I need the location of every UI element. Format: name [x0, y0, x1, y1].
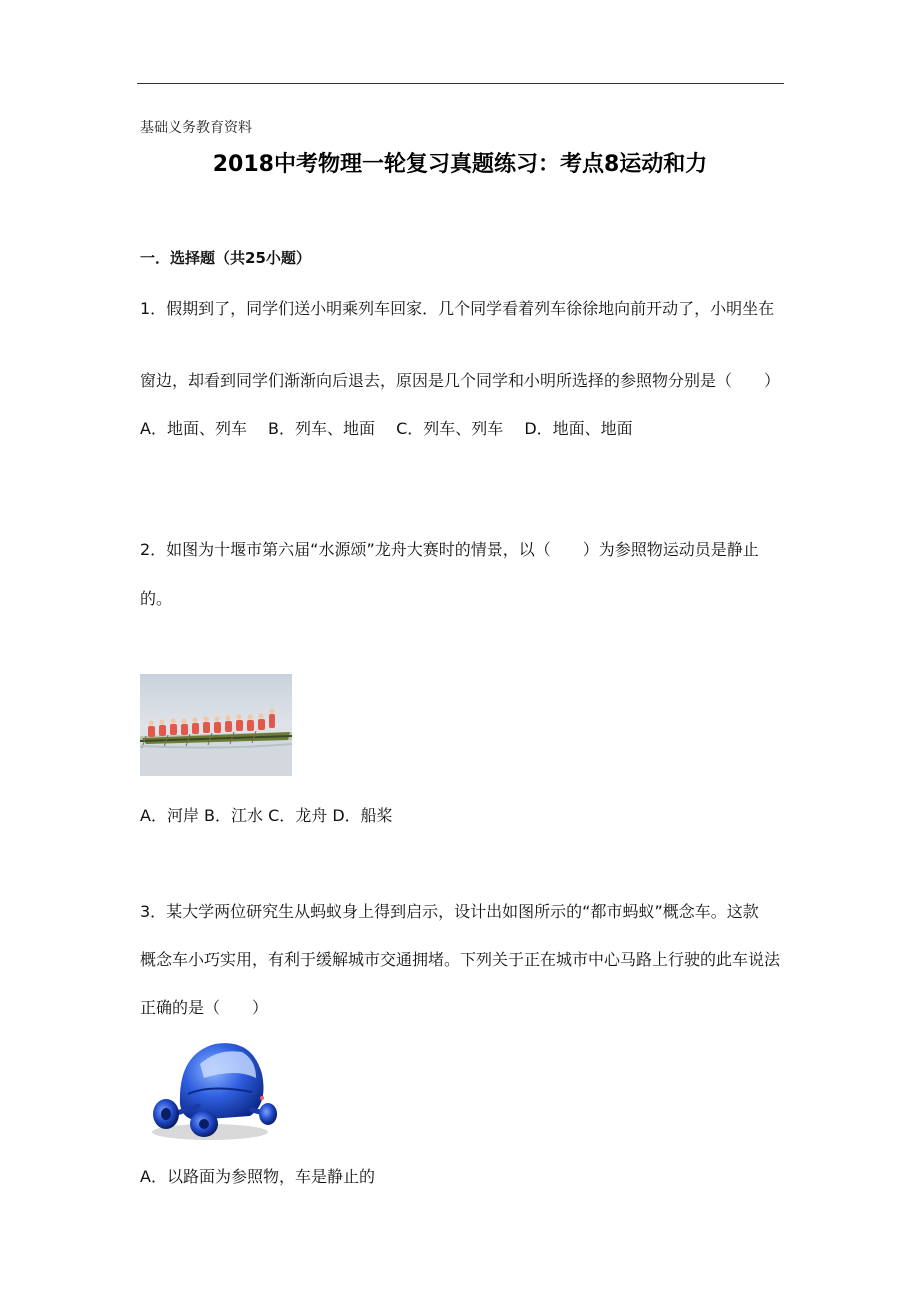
q2-options: A．河岸 B．江水 C．龙舟 D．船桨	[140, 806, 393, 825]
q1-line2: 窗边，却看到同学们渐渐向后退去，原因是几个同学和小明所选择的参照物分别是（ ）	[140, 371, 781, 390]
q3-line1: 3．某大学两位研究生从蚂蚁身上得到启示，设计出如图所示的“都市蚂蚁”概念车。这款	[140, 902, 759, 921]
q3-line2: 概念车小巧实用，有利于缓解城市交通拥堵。下列关于正在城市中心马路上行驶的此车说法	[140, 950, 781, 969]
q1-options: A．地面、列车 B．列车、地面 C．列车、列车 D．地面、地面	[140, 419, 633, 438]
section-heading: 一．选择题（共25小题）	[140, 249, 311, 267]
q3-line3: 正确的是（ ）	[140, 998, 269, 1017]
q2-line2: 的。	[140, 589, 173, 608]
ant-concept-car-image	[140, 1034, 280, 1144]
page-title: 2018中考物理一轮复习真题练习：考点8运动和力	[212, 152, 708, 177]
dragon-boat-image	[140, 674, 292, 776]
page-header: 基础义务教育资料	[140, 120, 252, 136]
header-rule	[137, 83, 784, 84]
q3-option-a: A．以路面为参照物，车是静止的	[140, 1167, 375, 1186]
q1-line1: 1．假期到了，同学们送小明乘列车回家．几个同学看着列车徐徐地向前开动了，小明坐在	[140, 299, 775, 318]
q2-line1: 2．如图为十堰市第六届“水源颂”龙舟大赛时的情景，以（ ）为参照物运动员是静止	[140, 540, 759, 559]
